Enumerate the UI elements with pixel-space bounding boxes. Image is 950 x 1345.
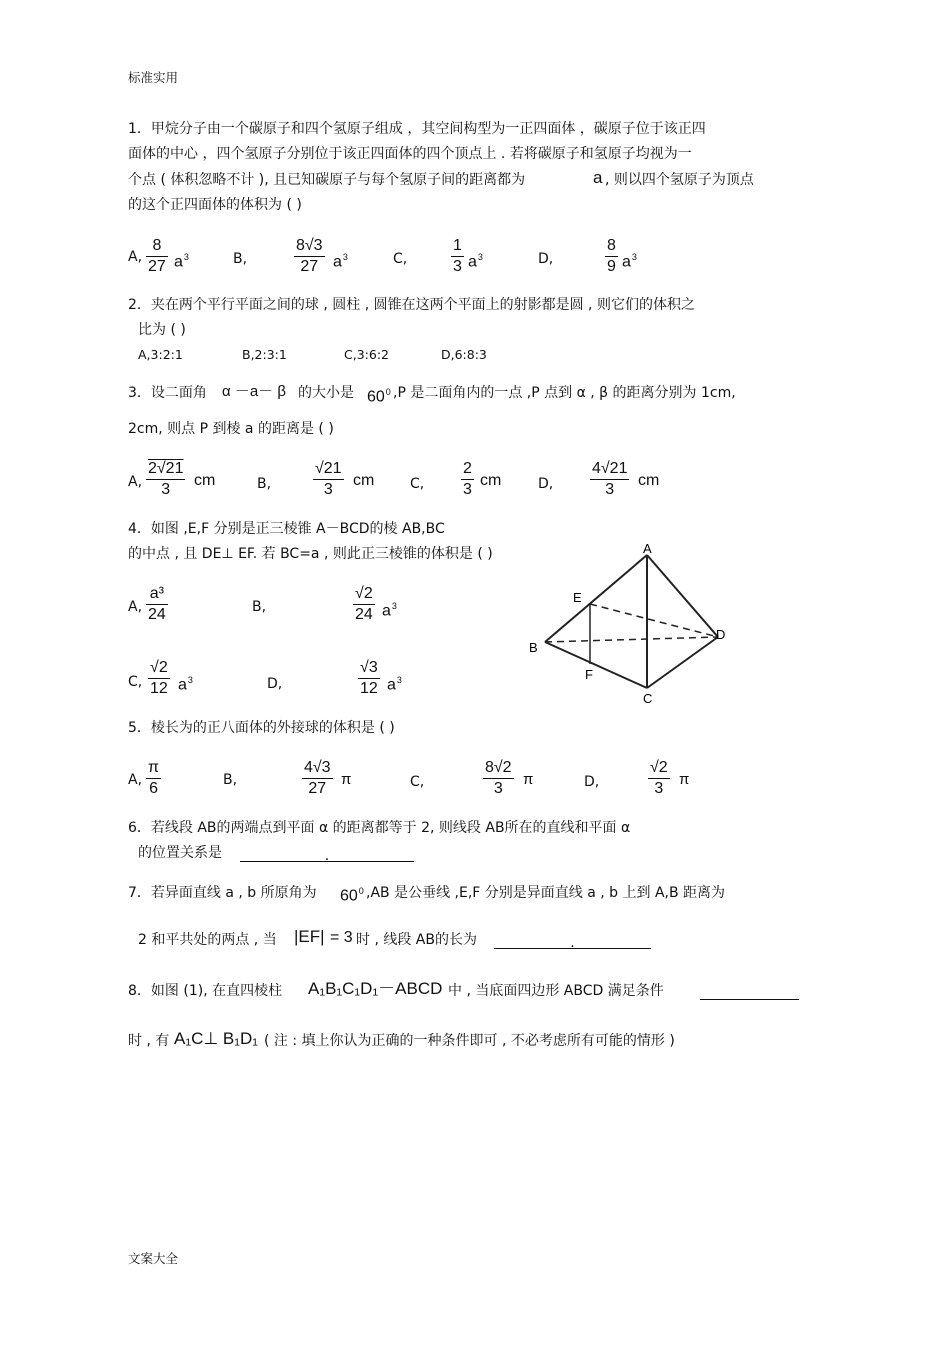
point-label-F: F [585, 667, 593, 682]
variable: a [382, 602, 391, 620]
q7-angle [340, 882, 364, 905]
q3-option-d-fraction [590, 459, 629, 500]
q8-answer-blank[interactable] [700, 982, 799, 1000]
exponent: 3 [187, 675, 193, 685]
q4-option-d-fraction [358, 658, 380, 699]
q1-line4: 的这个正四面体的体积为 ( ) [128, 197, 302, 213]
vertex-label-B: B [529, 640, 538, 655]
numerator: 2√21 [148, 460, 184, 477]
variable: a [174, 253, 183, 271]
denominator: 3 [313, 479, 344, 500]
q4-line2: 的中点 , 且 DE⊥ EF. 若 BC=a , 则此正三棱锥的体积是 ( ) [128, 546, 493, 562]
q3-option-c-label: C, [410, 476, 425, 492]
numerator: √2 [355, 585, 373, 602]
exponent: 3 [631, 252, 637, 262]
q1-line2: 面体的中心 ，四个氢原子分别位于该正四面体的四个顶点上 . 若将碳原子和氢原子均视为一 [128, 146, 692, 162]
q4-line1: 4．如图 ,E,F 分别是正三棱锥 A－BCD的棱 AB,BC [128, 521, 445, 537]
q7-line1a: 7．若异面直线 a , b 所原角为 [128, 885, 317, 901]
degree: 0 [358, 886, 364, 896]
q8-line1a: 8．如图 (1), 在直四棱柱 [128, 983, 283, 999]
q3-option-a-fraction [146, 459, 185, 500]
numerator: 2 [463, 460, 472, 477]
q4-option-b-label: B, [252, 599, 267, 615]
numerator: 1 [453, 237, 462, 254]
q1-option-b-tail [333, 248, 348, 271]
q3-option-d-unit: cm [638, 472, 660, 489]
numerator: 8 [152, 237, 162, 254]
q1-option-a-tail [174, 248, 189, 271]
q6-line2: 的位置关系是 [138, 845, 222, 861]
q7-line1b: ,AB 是公垂线 ,E,F 分别是异面直线 a , b 上到 A,B 距离为 [366, 885, 726, 901]
tetrahedron-figure [520, 535, 740, 710]
q1-option-c-label: C, [393, 251, 408, 267]
q1-line1: 1．甲烷分子由一个碳原子和四个氢原子组成 ，其空间构型为一正四面体 ，碳原子位于该正四 [128, 121, 706, 137]
q1-option-b-fraction [294, 236, 325, 277]
q6-answer-blank[interactable] [240, 844, 414, 862]
numerator: 8√2 [485, 759, 512, 776]
page-header: 标准实用 [128, 70, 179, 85]
q1-option-d-tail [622, 248, 637, 271]
q3-line2: 2cm, 则点 P 到棱 a 的距离是 ( ) [128, 421, 334, 437]
variable: a [178, 676, 187, 694]
angle-value: 60 [367, 388, 385, 406]
q4-option-c-tail [178, 671, 193, 694]
q8-line2a: 时 , 有 [128, 1033, 170, 1049]
denominator: 12 [150, 680, 168, 697]
q8-relation: A₁C⊥ B₁D₁ [174, 1029, 258, 1048]
q2-line1: 2．夹在两个平行平面之间的球 , 圆柱 , 圆锥在这两个平面上的射影都是圆 , 则它们的体积之 [128, 297, 695, 313]
q3-option-b-unit: cm [353, 472, 375, 489]
edge-CD [647, 637, 718, 688]
numerator: √2 [150, 659, 168, 676]
page-footer: 文案大全 [128, 1251, 179, 1266]
vertex-label-A: A [643, 541, 652, 556]
denominator: 9 [607, 258, 616, 275]
vertex-label-D: D [716, 627, 726, 642]
numerator: √3 [360, 659, 378, 676]
q3-option-d-label: D, [538, 476, 554, 492]
degree: 0 [385, 387, 391, 397]
edge-AD [647, 555, 718, 637]
blank-dot: . [494, 934, 651, 949]
denominator: 6 [146, 778, 161, 799]
edge-AB [545, 555, 647, 642]
q6-line1: 6．若线段 AB的两端点到平面 α 的距离都等于 2, 则线段 AB所在的直线和平面 α [128, 820, 631, 836]
variable: a [622, 253, 631, 271]
abs-content: EF [298, 927, 321, 946]
exponent: 3 [477, 252, 483, 262]
q1-line3: 个点 ( 体积忽略不计 ), 且已知碳原子与每个氢原子间的距离都为 [128, 172, 526, 188]
q5-option-c-fraction [483, 758, 514, 799]
angle-value: 60 [340, 887, 358, 905]
q1-option-a-label: A, [128, 249, 143, 265]
vertex-label-C: C [643, 691, 653, 706]
denominator: 3 [463, 481, 472, 498]
exponent: 3 [183, 252, 189, 262]
q5-option-a-fraction [146, 758, 161, 799]
q3-dihedral: α －a－ β [222, 383, 286, 400]
q7-line2b: 时 , 线段 AB的长为 [356, 932, 477, 948]
q1-option-b-label: B, [233, 251, 248, 267]
q3-option-b-label: B, [257, 476, 272, 492]
q8-line2b: ( 注 : 填上你认为正确的一种条件即可 , 不必考虑所有可能的情形 ) [264, 1033, 675, 1049]
q8-prism: A₁B₁C₁D₁－ABCD [308, 979, 443, 998]
q5-option-d-fraction [648, 758, 670, 799]
q3-option-a-unit: cm [194, 472, 216, 489]
q2-option-d: D,6:8:3 [441, 347, 487, 362]
q1-option-c-tail [468, 248, 483, 271]
q4-option-c-label: C, [128, 674, 143, 690]
q3-option-a-label: A, [128, 474, 143, 490]
numerator: 8√3 [296, 237, 323, 254]
denominator: 27 [148, 258, 166, 275]
denominator: 24 [148, 606, 166, 623]
q5-option-d-pi: π [679, 771, 690, 788]
denominator: 24 [355, 606, 373, 623]
numerator: π [148, 759, 160, 776]
q3-option-b-fraction [313, 459, 344, 500]
q4-option-d-tail [387, 671, 402, 694]
q2-option-b: B,2:3:1 [242, 347, 287, 362]
q3-line1a: 3．设二面角 [128, 385, 207, 401]
q2-option-c: C,3:6:2 [344, 347, 389, 362]
q1-option-a-fraction [146, 236, 168, 277]
q1-line3b: , 则以四个氢原子为顶点 [605, 172, 754, 188]
numerator: √2 [650, 759, 668, 776]
numerator: 4√3 [304, 759, 331, 776]
q7-abs-ef: |EF| [294, 927, 325, 946]
denominator: 3 [483, 778, 514, 799]
denominator: 3 [648, 778, 670, 799]
q4-option-a-label: A, [128, 599, 143, 615]
edge-BC [545, 642, 647, 688]
denominator: 27 [302, 778, 333, 799]
q3-line1c: 的大小是 [298, 385, 354, 401]
numerator: 4√21 [592, 460, 628, 477]
variable: a [387, 676, 396, 694]
q1-var-a: a [593, 168, 603, 187]
denominator: 27 [294, 256, 325, 277]
q5-option-b-label: B, [223, 772, 238, 788]
q4-option-b-tail [382, 597, 397, 620]
q3-option-c-fraction [461, 459, 474, 500]
q5-option-b-fraction [302, 758, 333, 799]
q3-option-c-unit: cm [480, 472, 502, 489]
point-label-E: E [573, 590, 582, 605]
q7-line2a: 2 和平共处的两点 , 当 [138, 932, 277, 948]
blank-dot: . [240, 847, 414, 862]
denominator: 3 [146, 479, 185, 500]
q4-option-d-label: D, [267, 676, 283, 692]
blank-line [700, 985, 799, 1000]
q7-equals: = 3 [330, 929, 353, 946]
exponent: 3 [391, 601, 397, 611]
q2-line2: 比为 ( ) [138, 322, 186, 338]
denominator: 3 [453, 258, 462, 275]
exponent: 3 [342, 252, 348, 262]
exponent: 3 [396, 675, 402, 685]
q1-option-c-fraction [451, 236, 464, 277]
variable: a [468, 253, 477, 271]
numerator: a³ [149, 585, 165, 602]
q5-option-d-label: D, [584, 774, 600, 790]
q5-option-c-pi: π [523, 771, 534, 788]
q5-option-c-label: C, [410, 774, 425, 790]
q1-option-d-fraction [605, 236, 618, 277]
q4-option-a-fraction [146, 584, 168, 625]
numerator: √21 [315, 460, 342, 477]
q4-option-b-fraction [353, 584, 375, 625]
segment-ED-hidden [590, 604, 718, 637]
numerator: 8 [607, 237, 616, 254]
denominator: 12 [360, 680, 378, 697]
q5-option-b-pi: π [341, 771, 352, 788]
q5-option-a-label: A, [128, 772, 143, 788]
denominator: 3 [590, 479, 629, 500]
q7-answer-blank[interactable] [494, 931, 651, 949]
q3-line1d: ,P 是二面角内的一点 ,P 点到 α , β 的距离分别为 1cm, [393, 385, 736, 401]
q2-option-a: A,3:2:1 [138, 347, 183, 362]
q5-line1: 5．棱长为的正八面体的外接球的体积是 ( ) [128, 720, 395, 736]
q8-line1b: 中 , 当底面四边形 ABCD 满足条件 [448, 983, 664, 999]
q1-option-d-label: D, [538, 251, 554, 267]
edge-BD-hidden [545, 637, 718, 642]
q3-angle [367, 383, 391, 406]
q4-option-c-fraction [148, 658, 170, 699]
variable: a [333, 253, 342, 271]
